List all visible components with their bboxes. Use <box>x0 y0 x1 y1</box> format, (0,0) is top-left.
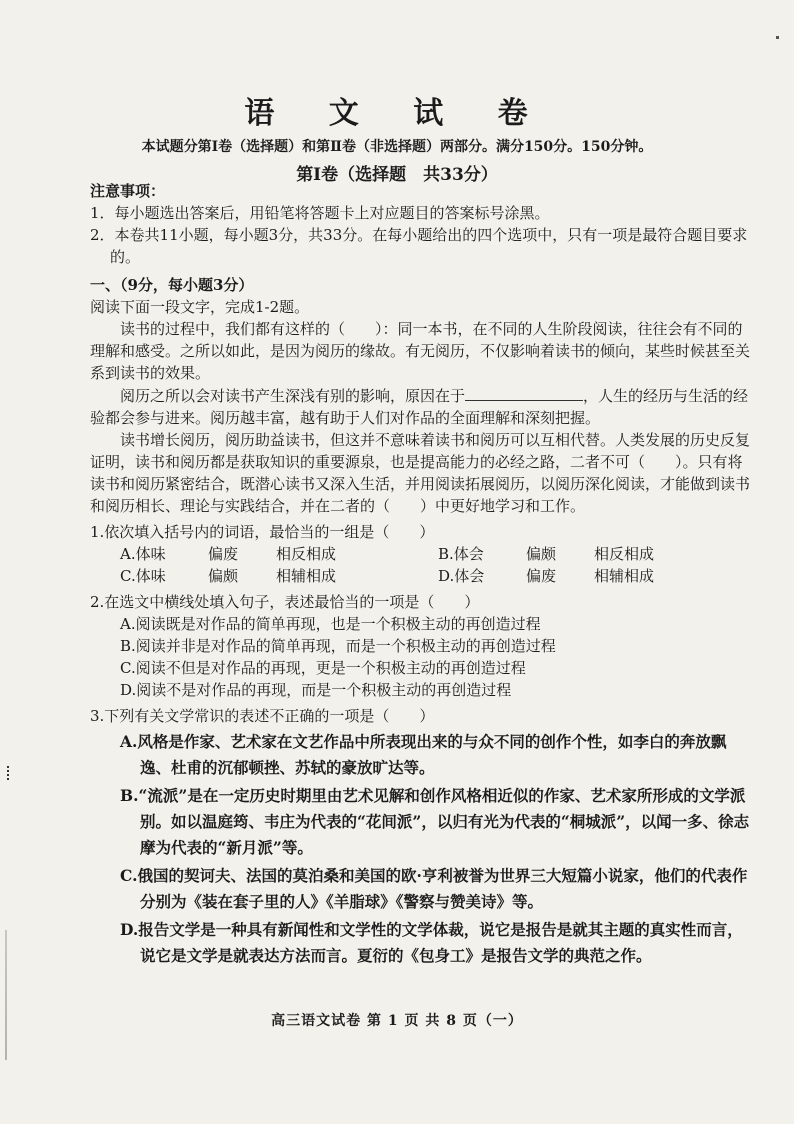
reading-instruction: 阅读下面一段文字，完成1-2题。 <box>90 298 310 316</box>
option-word: D.体会 <box>438 567 485 585</box>
exam-content <box>90 180 756 969</box>
option-word: 相辅相成 <box>594 567 655 585</box>
margin-mark <box>7 766 11 780</box>
question-1-options-row <box>90 543 756 565</box>
volume-title: 第Ⅰ卷（选择题 共33分） <box>296 165 498 185</box>
passage-paragraph-2 <box>90 384 756 429</box>
question-2-option-d: D.阅读不是对作品的再现，而是一个积极主动的再创造过程 <box>120 681 512 699</box>
page-edge-shadow <box>5 930 7 1060</box>
question-3-stem: 3.下列有关文学常识的表述不正确的一项是（ ） <box>90 707 435 725</box>
fill-blank-line <box>465 384 583 401</box>
option-c <box>120 565 438 587</box>
question-1-stem: 1.依次填入括号内的词语，最恰当的一组是（ ） <box>90 523 435 541</box>
exam-intro: 本试题分第Ⅰ卷（选择题）和第Ⅱ卷（非选择题）两部分。满分150分。150分钟。 <box>141 139 653 155</box>
option-word: 相反相成 <box>594 545 655 563</box>
question-2-option-c: C.阅读不但是对作品的再现，更是一个积极主动的再创造过程 <box>120 659 526 677</box>
option-word: 相反相成 <box>276 545 337 563</box>
passage-paragraph-3: 读书增长阅历，阅历助益读书，但这并不意味着读书和阅历可以互相代替。人类发展的历史反复证明，读书和阅历都是获取知识的重要源泉，也是提高能力的必经之路，二者不可（ ）。只有将读书和阅历紧密结合，既潜心读书又深入生活，并用阅读拓展阅历，以阅历深化阅读，才能做到读书和阅历相长、理论与实践结合，并在二者的（ ）中更好地学习和工作。 <box>90 431 751 515</box>
question-3-option-b: B.“流派”是在一定历史时期里由艺术见解和创作风格相近似的作家、艺术家所形成的文学派别。如以温庭筠、韦庄为代表的“花间派”，以归有光为代表的“桐城派”，以闻一多、徐志摩为代表的“新月派”等。 <box>120 786 750 857</box>
paragraph-text: ，人生的经历与生活的经验都会参与进来。阅历越丰富，越有助于人们对作品的全面理解和深刻把握。 <box>90 387 749 427</box>
notice-heading: 注意事项： <box>90 182 166 200</box>
option-word: 偏颇 <box>208 567 239 585</box>
notice-item: 1．每小题选出答案后，用铅笔将答题卡上对应题目的答案标号涂黑。 <box>90 204 550 222</box>
question-3-option-d: D.报告文学是一种具有新闻性和文学性的文学体裁，说它是报告是就其主题的真实性而言，说它是文学是就表达方法而言。夏衍的《包身工》是报告文学的典范之作。 <box>120 920 743 965</box>
option-word: B.体会 <box>438 545 484 563</box>
question-2-option-b: B.阅读并非是对作品的简单再现，而是一个积极主动的再创造过程 <box>120 637 556 655</box>
option-a <box>120 543 438 565</box>
exam-title: 语 文 试 卷 <box>244 96 550 131</box>
paragraph-text: 阅历之所以会对读书产生深浅有别的影响，原因在于 <box>120 387 466 405</box>
option-word: 偏废 <box>526 567 557 585</box>
option-word: 相辅相成 <box>276 567 337 585</box>
option-word: A.体味 <box>120 545 166 563</box>
scan-speck <box>776 36 779 39</box>
option-b <box>438 543 756 565</box>
option-word: 偏颇 <box>526 545 557 563</box>
question-1-options-row <box>90 565 756 587</box>
section-heading: 一、（9分，每小题3分） <box>90 276 254 294</box>
page-footer: 高三语文试卷 第 1 页 共 8 页（一） <box>271 1013 523 1029</box>
passage-paragraph-1: 读书的过程中，我们都有这样的（ ）：同一本书，在不同的人生阶段阅读，往往会有不同的理解和感受。之所以如此，是因为阅历的缘故。有无阅历，不仅影响着读书的倾向，某些时候甚至关系到读书的效果。 <box>90 320 751 382</box>
option-word: C.体味 <box>120 567 166 585</box>
question-2-option-a: A.阅读既是对作品的简单再现，也是一个积极主动的再创造过程 <box>120 615 541 633</box>
question-3-option-c: C.俄国的契诃夫、法国的莫泊桑和美国的欧·亨利被誉为世界三大短篇小说家，他们的代表作分别为《装在套子里的人》《羊脂球》《警察与赞美诗》等。 <box>120 866 748 911</box>
option-d <box>438 565 756 587</box>
question-3-option-a: A.风格是作家、艺术家在文艺作品中所表现出来的与众不同的创作个性，如李白的奔放飘逸、杜甫的沉郁顿挫、苏轼的豪放旷达等。 <box>120 732 727 777</box>
option-word: 偏废 <box>208 545 239 563</box>
question-2-stem: 2.在选文中横线处填入句子，表述最恰当的一项是（ ） <box>90 593 480 611</box>
notice-item: 2．本卷共11小题，每小题3分，共33分。在每小题给出的四个选项中，只有一项是最符合题目要求的。 <box>90 226 748 266</box>
